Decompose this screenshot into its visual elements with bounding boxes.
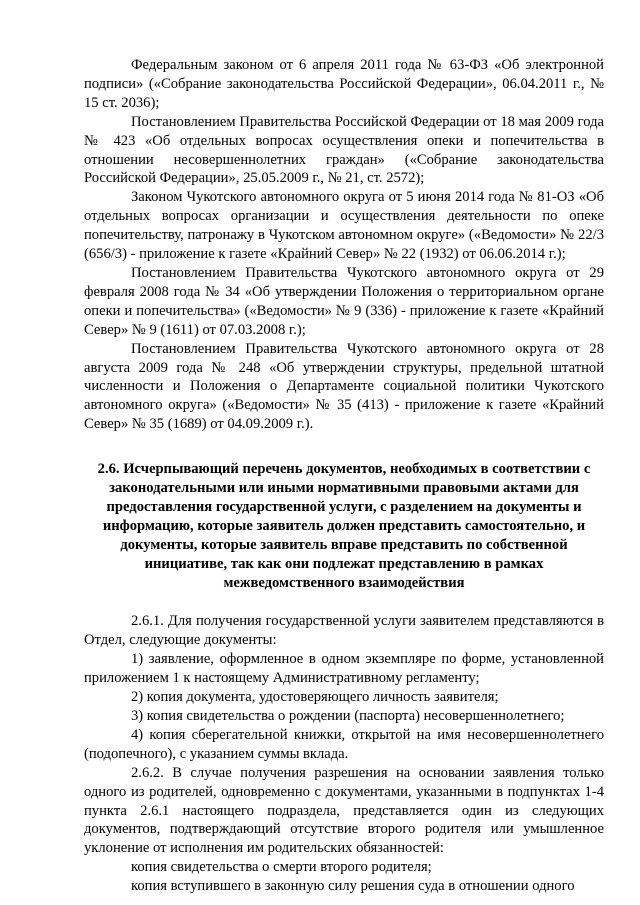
- paragraph-2-6-2: 2.6.2. В случае получения разрешения на основании заявления только одного из родителей, одновременно с документами, указанными в подпунктах 1-4 пункта 2.6.1 настоящего подраздела, представляется один из следующих документов, подтверждающий отсутствие второго родителя или умышленное уклонение от исполнения им родительских обязанностей:: [84, 764, 604, 857]
- list-item-3: 3) копия свидетельства о рождении (паспорта) несовершеннолетнего;: [131, 708, 565, 724]
- paragraph-decree-34: Постановлением Правительства Чукотского автономного округа от 29 февраля 2008 года № 34 «Об утверждении Положения о территориальном органе опеки и попечительства» («Ведомости» № 9 (336) - приложение к газете «Крайний Север» № 9 (1611) от 07.03.2008 г.);: [84, 264, 604, 338]
- paragraph-law-63fz: Федеральным законом от 6 апреля 2011 года № 63-ФЗ «Об электронной подписи» («Собрание законодательства Российской Федерации», 06.04.2011 г., № 15 ст. 2036);: [84, 57, 604, 111]
- section-heading-2-6: 2.6. Исчерпывающий перечень документов, необходимых в соответствии с законодательными или иными нормативными правовыми актами для предоставления государственной услуги, с разделением на документы и информацию, которые заявитель должен представить самостоятельно, и документы, которые заявитель вправе представить по собственной инициативе, так как они подлежат представлению в рамках межведомственного взаимодействия: [97, 461, 591, 591]
- document-page: [84, 56, 604, 896]
- paragraph-2-6-1: 2.6.1. Для получения государственной услуги заявителем представляются в Отдел, следующие документы:: [84, 613, 604, 649]
- list-item-court-decision: копия вступившего в законную силу решения суда в отношении одного: [131, 878, 575, 895]
- list-item-2: 2) копия документа, удостоверяющего личность заявителя;: [131, 689, 499, 706]
- paragraph-decree-423: Постановлением Правительства Российской Федерации от 18 мая 2009 года № 423 «Об отдельных вопросах осуществления опеки и попечительства в отношении несовершеннолетних граждан» («Собрание законодательства Российской Федерации», 25.05.2009 г., № 21, ст. 2572);: [84, 113, 604, 187]
- list-item-death-certificate: копия свидетельства о смерти второго родителя;: [131, 859, 432, 876]
- list-item-4: 4) копия сберегательной книжки, открытой на имя несовершеннолетнего (подопечного), с указанием суммы вклада.: [84, 726, 604, 762]
- list-item-1: 1) заявление, оформленное в одном экземпляре по форме, установленной приложением 1 к настоящему Административному регламенту;: [84, 651, 604, 687]
- paragraph-decree-248: Постановлением Правительства Чукотского автономного округа от 28 августа 2009 года № 248 «Об утверждении структуры, предельной штатной численности и Положения о Департаменте социальной политики Чукотского автономного округа» («Ведомости» № 35 (413) - приложение к газете «Крайний Север» № 35 (1689) от 04.09.2009 г.).: [84, 340, 604, 433]
- paragraph-law-81oz: Законом Чукотского автономного округа от 5 июня 2014 года № 81-ОЗ «Об отдельных вопросах организации и осуществления деятельности по опеке попечительству, патронажу в Чукотском автономном округе» («Ведомости» № 22/3 (656/3) - приложение к газете «Крайний Север» № 22 (1932) от 06.06.2014 г.);: [84, 189, 604, 263]
